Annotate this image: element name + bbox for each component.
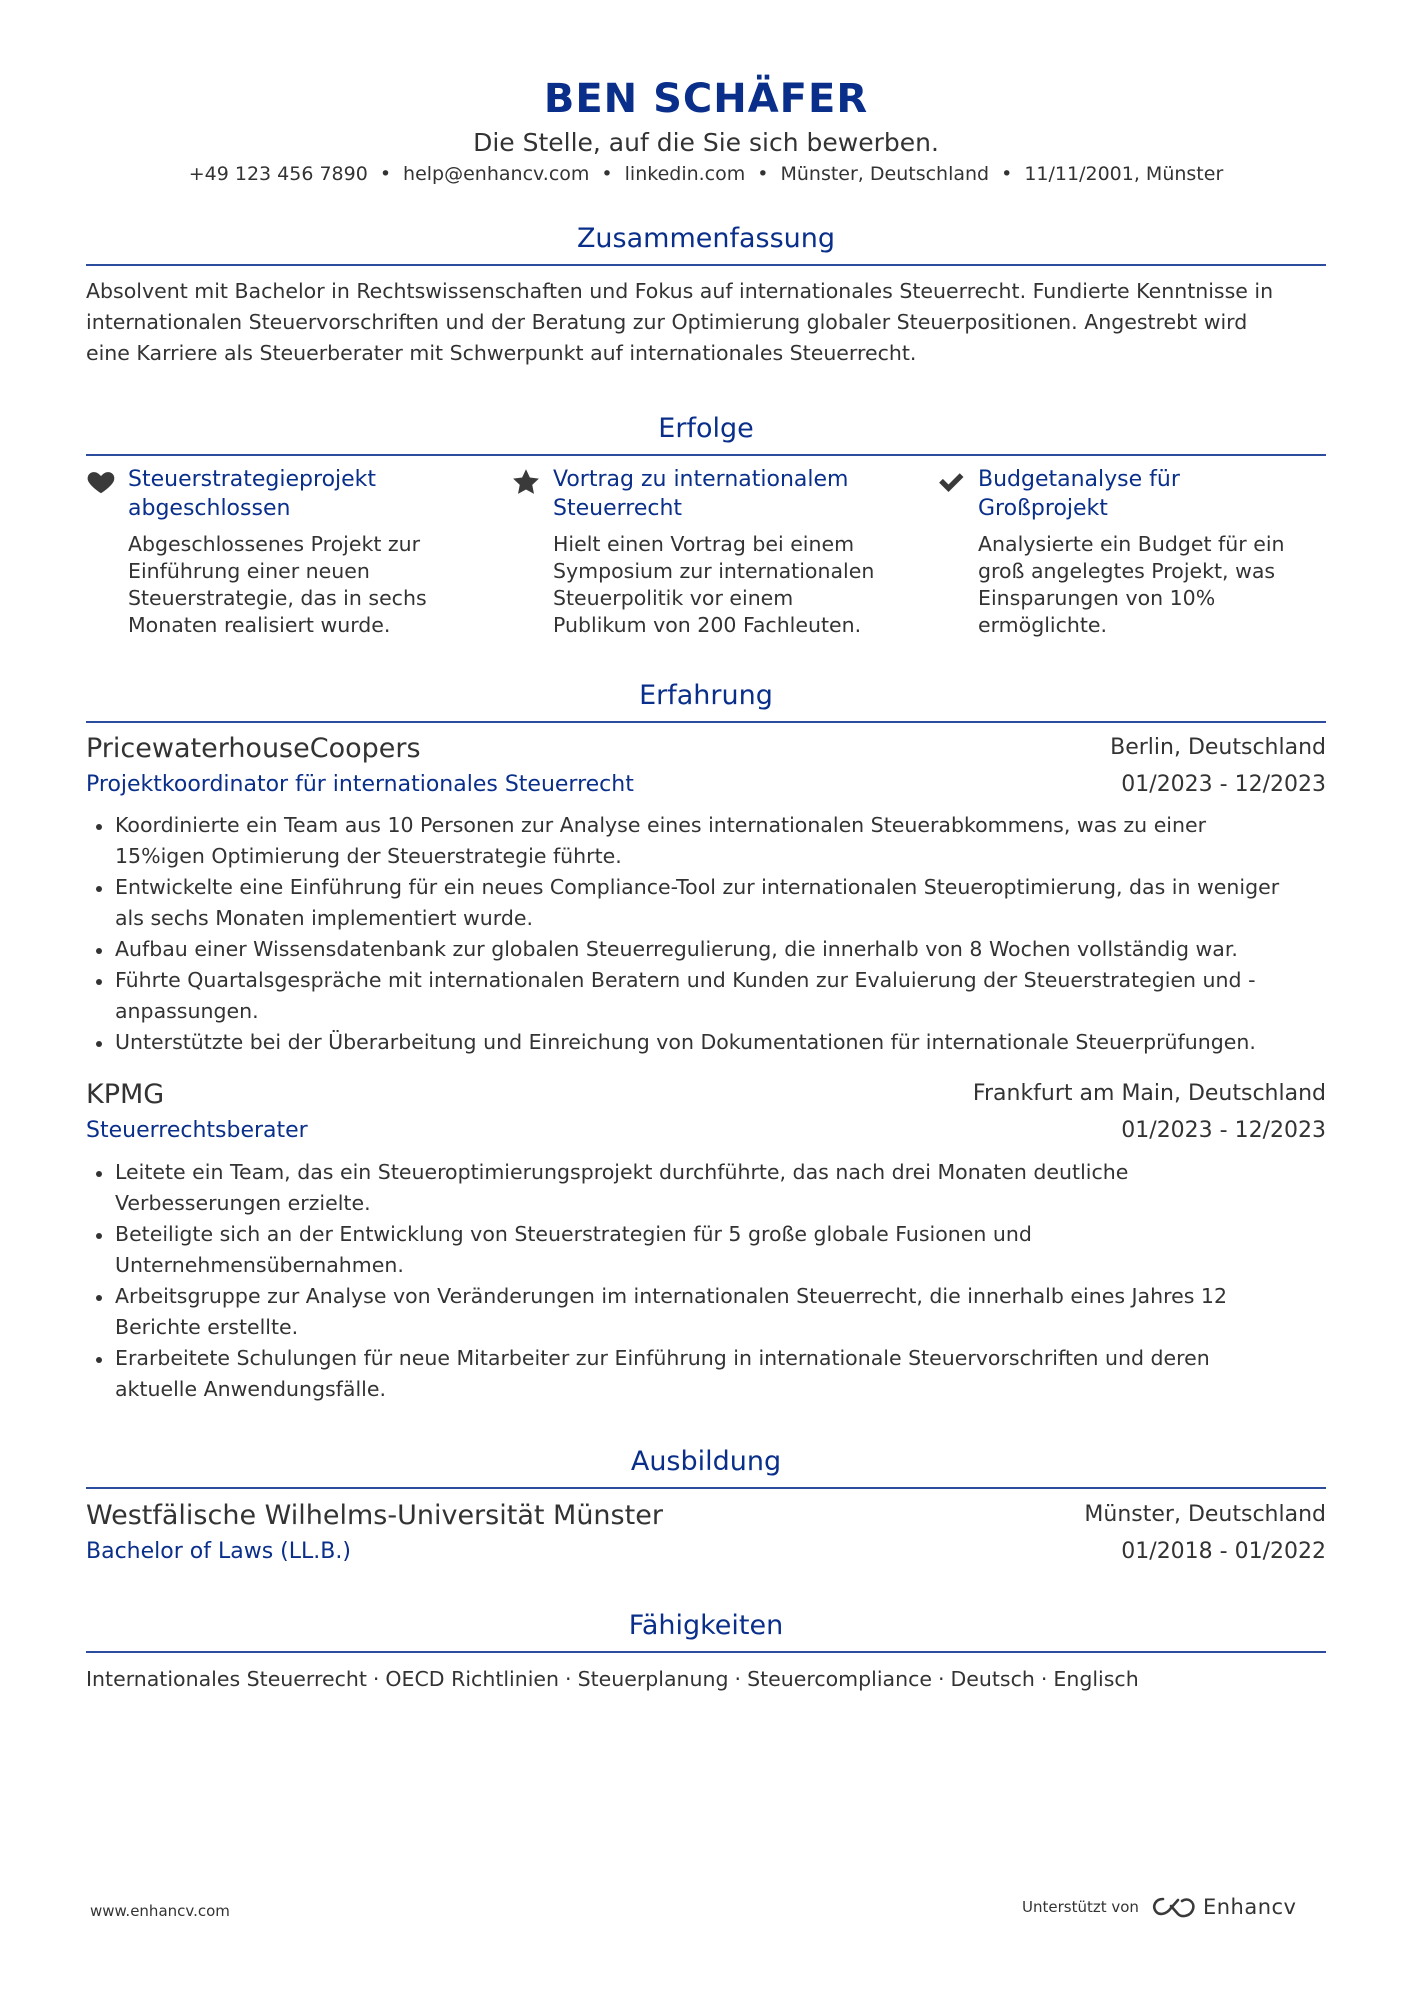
company-name: KPMG xyxy=(86,1079,165,1110)
achievement-description xyxy=(128,531,488,639)
list-item xyxy=(86,1281,1326,1343)
list-item xyxy=(86,1219,1326,1281)
bullet-line: Leitete ein Team, das ein Steueroptimierungsprojekt durchführte, das nach drei Monaten deutliche xyxy=(115,1160,1129,1184)
school-location: Münster, Deutschland xyxy=(1084,1502,1326,1527)
achievement-title xyxy=(978,465,1338,523)
linkedin-link[interactable]: linkedin.com xyxy=(624,163,746,185)
skill-separator: · xyxy=(734,1667,742,1691)
job-dates: 01/2023 - 12/2023 xyxy=(1121,772,1326,797)
company-name: PricewaterhouseCoopers xyxy=(86,733,421,764)
school-name: Westfälische Wilhelms-Universität Münster xyxy=(86,1500,663,1531)
skill-item: Englisch xyxy=(1053,1667,1139,1691)
skill-item: Deutsch xyxy=(950,1667,1035,1691)
job-bullets xyxy=(86,810,1326,1058)
skills-heading: Fähigkeiten xyxy=(628,1610,784,1641)
achievement-desc-line: Monaten realisiert wurde. xyxy=(128,613,391,637)
achievement-desc-line: Steuerstrategie, das in sechs xyxy=(128,586,427,610)
brand-name: Enhancv xyxy=(1202,1895,1297,1919)
enhancv-logo-icon xyxy=(1151,1896,1197,1918)
bullet-line: 15%igen Optimierung der Steuerstrategie führte. xyxy=(115,844,622,868)
bullet-line: Entwickelte eine Einführung für ein neues Compliance-Tool zur internationalen Steueroptimierung, das in weniger xyxy=(115,875,1280,899)
list-item xyxy=(86,1157,1326,1219)
achievement-desc-line: Einführung einer neuen xyxy=(128,559,370,583)
summary-line: Absolvent mit Bachelor in Rechtswissenschaften und Fokus auf internationales Steuerrecht. Fundierte Kenntnisse in xyxy=(86,279,1274,303)
footer-website-link[interactable]: www.enhancv.com xyxy=(90,1902,230,1920)
bullet-line: Arbeitsgruppe zur Analyse von Veränderungen im internationalen Steuerrecht, die innerhalb eines Jahres 12 xyxy=(115,1284,1227,1308)
summary-heading: Zusammenfassung xyxy=(576,223,836,254)
job-bullets xyxy=(86,1157,1326,1405)
separator: • xyxy=(601,163,613,185)
achievement-title xyxy=(128,465,488,523)
achievement-desc-line: Analysierte ein Budget für ein xyxy=(978,532,1285,556)
achievement-desc-line: ermöglichte. xyxy=(978,613,1108,637)
bullet-line: als sechs Monaten implementiert wurde. xyxy=(115,906,534,930)
bullet-line: Berichte erstellte. xyxy=(115,1315,299,1339)
achievement-desc-line: Symposium zur internationalen xyxy=(553,559,875,583)
skill-item: Internationales Steuerrecht xyxy=(86,1667,367,1691)
heart-icon xyxy=(86,467,116,497)
list-item xyxy=(86,872,1326,934)
job-dates: 01/2023 - 12/2023 xyxy=(1121,1118,1326,1143)
section-divider xyxy=(86,1487,1326,1489)
location: Münster, Deutschland xyxy=(780,163,990,185)
achievement-title-line: abgeschlossen xyxy=(128,496,291,521)
list-item xyxy=(86,965,1326,1027)
check-icon xyxy=(936,467,966,497)
skills-list xyxy=(86,1667,1139,1691)
job-location: Frankfurt am Main, Deutschland xyxy=(972,1081,1326,1106)
bullet-line: Beteiligte sich an der Entwicklung von Steuerstrategien für 5 große globale Fusionen und xyxy=(115,1222,1032,1246)
achievement-desc-line: Publikum von 200 Fachleuten. xyxy=(553,613,862,637)
education-dates: 01/2018 - 01/2022 xyxy=(1121,1539,1326,1564)
section-divider xyxy=(86,454,1326,456)
achievement-title-line: Steuerrecht xyxy=(553,496,683,521)
bullet-line: Unterstützte bei der Überarbeitung und Einreichung von Dokumentationen für internationale Steuerprüfungen. xyxy=(115,1030,1256,1054)
achievements-heading: Erfolge xyxy=(658,413,754,444)
achievement-desc-line: Steuerpolitik vor einem xyxy=(553,586,794,610)
skill-item: Steuercompliance xyxy=(747,1667,932,1691)
email-link[interactable]: help@enhancv.com xyxy=(403,163,590,185)
skill-separator: · xyxy=(1040,1667,1048,1691)
skill-item: Steuerplanung xyxy=(577,1667,729,1691)
separator: • xyxy=(379,163,392,185)
summary-line: internationalen Steuervorschriften und der Beratung zur Optimierung globaler Steuerpositionen. Angestrebt wird xyxy=(86,310,1248,334)
summary-line: eine Karriere als Steuerberater mit Schwerpunkt auf internationales Steuerrecht. xyxy=(86,341,917,365)
list-item xyxy=(86,810,1326,872)
list-item xyxy=(86,1343,1326,1405)
bullet-line: Aufbau einer Wissensdatenbank zur globalen Steuerregulierung, die innerhalb von 8 Wochen vollständig war. xyxy=(115,937,1238,961)
bullet-line: Verbesserungen erzielte. xyxy=(115,1191,371,1215)
skill-separator: · xyxy=(372,1667,380,1691)
achievement-title-line: Budgetanalyse für xyxy=(978,467,1180,492)
achievement-desc-line: Hielt einen Vortrag bei einem xyxy=(553,532,855,556)
achievement-desc-line: groß angelegtes Projekt, was xyxy=(978,559,1276,583)
job-title: Die Stelle, auf die Sie sich bewerben. xyxy=(473,128,939,157)
skill-separator: · xyxy=(565,1667,572,1691)
job-role: Projektkoordinator für internationales Steuerrecht xyxy=(86,772,634,797)
skill-separator: · xyxy=(937,1667,945,1691)
section-divider xyxy=(86,721,1326,723)
achievement-title-line: Vortrag zu internationalem xyxy=(553,467,849,492)
bullet-line: Führte Quartalsgespräche mit internationalen Beratern und Kunden zur Evaluierung der Steuerstrategien und - xyxy=(115,968,1256,992)
job-location: Berlin, Deutschland xyxy=(1110,735,1326,760)
list-item xyxy=(86,1027,1326,1058)
achievement-description xyxy=(553,531,913,639)
star-icon xyxy=(511,467,541,497)
achievement-title-line: Großprojekt xyxy=(978,496,1108,521)
birth-info: 11/11/2001, Münster xyxy=(1024,163,1224,185)
job-role: Steuerrechtsberater xyxy=(86,1118,308,1143)
achievement-title-line: Steuerstrategieprojekt xyxy=(128,467,377,492)
summary-text xyxy=(86,276,1326,369)
bullet-line: anpassungen. xyxy=(115,999,259,1023)
achievement-description xyxy=(978,531,1338,639)
candidate-name: BEN SCHÄFER xyxy=(543,76,869,122)
phone: +49 123 456 7890 xyxy=(188,163,368,185)
contact-line xyxy=(86,163,1326,185)
bullet-line: Unternehmensübernahmen. xyxy=(115,1253,404,1277)
achievement-desc-line: Abgeschlossenes Projekt zur xyxy=(128,532,421,556)
list-item xyxy=(86,934,1326,965)
degree: Bachelor of Laws (LL.B.) xyxy=(86,1539,351,1564)
bullet-line: Erarbeitete Schulungen für neue Mitarbeiter zur Einführung in internationale Steuervorschriften und deren xyxy=(115,1346,1210,1370)
section-divider xyxy=(86,1651,1326,1653)
footer-branding[interactable] xyxy=(1022,1895,1296,1919)
separator: • xyxy=(757,163,769,185)
achievement-desc-line: Einsparungen von 10% xyxy=(978,586,1216,610)
bullet-line: Koordinierte ein Team aus 10 Personen zur Analyse eines internationalen Steuerabkommens, was zu einer xyxy=(115,813,1207,837)
powered-by-label: Unterstützt von xyxy=(1022,1898,1139,1916)
section-divider xyxy=(86,264,1326,266)
separator: • xyxy=(1001,163,1013,185)
bullet-line: aktuelle Anwendungsfälle. xyxy=(115,1377,386,1401)
achievement-title xyxy=(553,465,913,523)
experience-heading: Erfahrung xyxy=(639,680,773,711)
skill-item: OECD Richtlinien xyxy=(385,1667,560,1691)
education-heading: Ausbildung xyxy=(630,1446,782,1477)
